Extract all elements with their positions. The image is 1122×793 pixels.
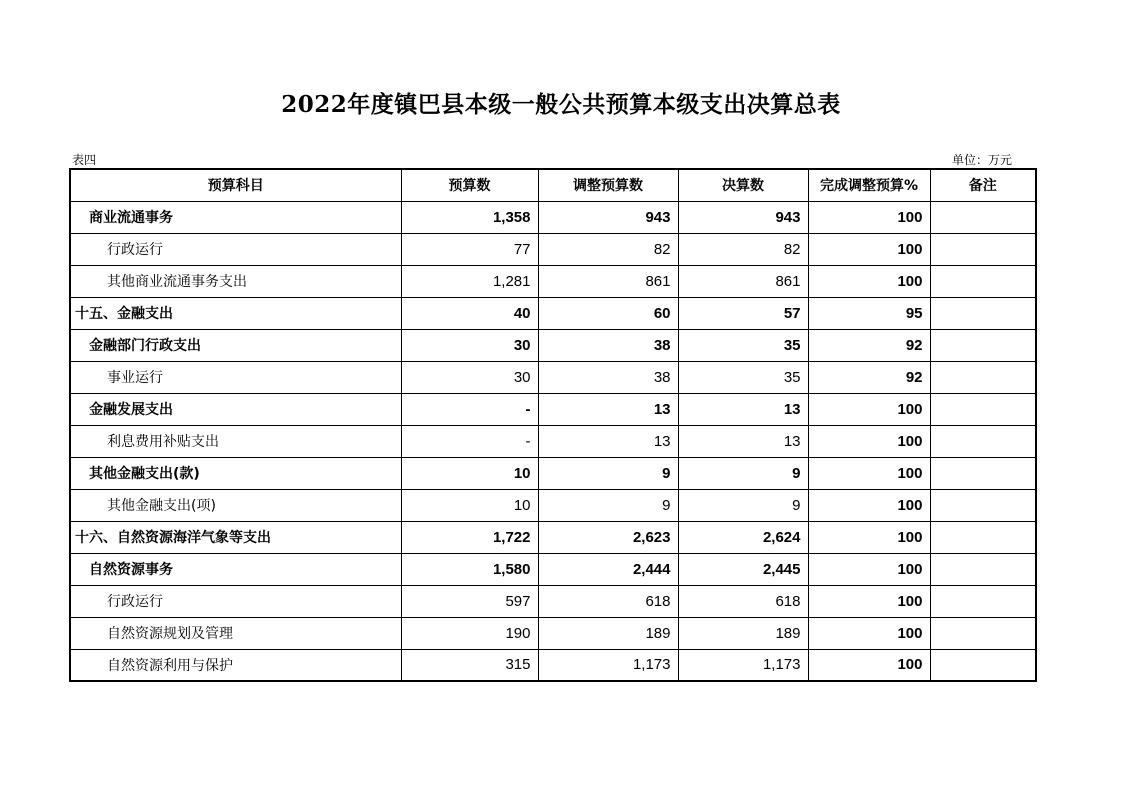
- cell-final-accounts: 35: [678, 329, 808, 361]
- table-number-label: 表四: [72, 153, 97, 167]
- cell-adjusted-budget: 9: [538, 489, 678, 521]
- cell-note: [930, 553, 1036, 585]
- cell-adjusted-budget: 9: [538, 457, 678, 489]
- cell-completion-rate: 100: [808, 201, 930, 233]
- cell-subject: 行政运行: [70, 233, 401, 265]
- table-row: [70, 521, 1036, 553]
- cell-subject: 自然资源利用与保护: [70, 649, 401, 681]
- cell-final-accounts: 943: [678, 201, 808, 233]
- cell-completion-rate: 100: [808, 585, 930, 617]
- cell-subject: 商业流通事务: [70, 201, 401, 233]
- cell-subject: 十五、金融支出: [70, 297, 401, 329]
- cell-subject: 自然资源规划及管理: [70, 617, 401, 649]
- cell-note: [930, 585, 1036, 617]
- cell-adjusted-budget: 13: [538, 393, 678, 425]
- cell-final-accounts: 35: [678, 361, 808, 393]
- cell-completion-rate: 100: [808, 521, 930, 553]
- cell-note: [930, 393, 1036, 425]
- cell-adjusted-budget: 1,173: [538, 649, 678, 681]
- cell-adjusted-budget: 13: [538, 425, 678, 457]
- cell-budget: -: [401, 425, 538, 457]
- cell-budget: 315: [401, 649, 538, 681]
- cell-note: [930, 489, 1036, 521]
- table-row: [70, 233, 1036, 265]
- cell-adjusted-budget: 2,623: [538, 521, 678, 553]
- cell-adjusted-budget: 2,444: [538, 553, 678, 585]
- table-body: [70, 201, 1036, 681]
- table-header-row: [70, 169, 1036, 201]
- table-row: [70, 265, 1036, 297]
- cell-budget: 10: [401, 457, 538, 489]
- cell-note: [930, 361, 1036, 393]
- cell-note: [930, 457, 1036, 489]
- header-completion-rate: 完成调整预算%: [808, 169, 930, 201]
- unit-label: 单位：万元: [951, 153, 1012, 167]
- cell-budget: 190: [401, 617, 538, 649]
- cell-adjusted-budget: 943: [538, 201, 678, 233]
- cell-note: [930, 297, 1036, 329]
- header-subject: 预算科目: [70, 169, 401, 201]
- table-row: [70, 553, 1036, 585]
- cell-completion-rate: 100: [808, 457, 930, 489]
- cell-adjusted-budget: 38: [538, 361, 678, 393]
- cell-budget: 1,580: [401, 553, 538, 585]
- cell-completion-rate: 95: [808, 297, 930, 329]
- cell-completion-rate: 100: [808, 393, 930, 425]
- cell-budget: 1,722: [401, 521, 538, 553]
- cell-note: [930, 233, 1036, 265]
- table-row: [70, 361, 1036, 393]
- cell-completion-rate: 100: [808, 489, 930, 521]
- cell-final-accounts: 1,173: [678, 649, 808, 681]
- cell-note: [930, 265, 1036, 297]
- header-budget: 预算数: [401, 169, 538, 201]
- table-row: [70, 393, 1036, 425]
- cell-subject: 事业运行: [70, 361, 401, 393]
- cell-completion-rate: 100: [808, 265, 930, 297]
- cell-adjusted-budget: 618: [538, 585, 678, 617]
- cell-note: [930, 329, 1036, 361]
- cell-subject: 其他金融支出(款): [70, 457, 401, 489]
- page-title: 2022年度镇巴县本级一般公共预算本级支出决算总表: [281, 91, 841, 118]
- cell-final-accounts: 82: [678, 233, 808, 265]
- cell-subject: 其他商业流通事务支出: [70, 265, 401, 297]
- table-row: [70, 617, 1036, 649]
- cell-budget: 1,358: [401, 201, 538, 233]
- cell-final-accounts: 2,624: [678, 521, 808, 553]
- cell-final-accounts: 618: [678, 585, 808, 617]
- header-adjusted-budget: 调整预算数: [538, 169, 678, 201]
- cell-completion-rate: 100: [808, 553, 930, 585]
- cell-budget: 30: [401, 361, 538, 393]
- cell-note: [930, 425, 1036, 457]
- cell-note: [930, 649, 1036, 681]
- table-row: [70, 297, 1036, 329]
- cell-adjusted-budget: 189: [538, 617, 678, 649]
- cell-note: [930, 521, 1036, 553]
- cell-budget: -: [401, 393, 538, 425]
- table-row: [70, 585, 1036, 617]
- cell-final-accounts: 861: [678, 265, 808, 297]
- cell-subject: 其他金融支出(项): [70, 489, 401, 521]
- table-row: [70, 201, 1036, 233]
- cell-adjusted-budget: 82: [538, 233, 678, 265]
- cell-subject: 金融发展支出: [70, 393, 401, 425]
- cell-budget: 30: [401, 329, 538, 361]
- cell-final-accounts: 9: [678, 457, 808, 489]
- table-row: [70, 425, 1036, 457]
- cell-budget: 597: [401, 585, 538, 617]
- cell-completion-rate: 92: [808, 329, 930, 361]
- cell-subject: 十六、自然资源海洋气象等支出: [70, 521, 401, 553]
- cell-final-accounts: 189: [678, 617, 808, 649]
- cell-budget: 1,281: [401, 265, 538, 297]
- cell-final-accounts: 13: [678, 425, 808, 457]
- cell-budget: 77: [401, 233, 538, 265]
- cell-adjusted-budget: 861: [538, 265, 678, 297]
- cell-completion-rate: 92: [808, 361, 930, 393]
- cell-completion-rate: 100: [808, 617, 930, 649]
- cell-note: [930, 201, 1036, 233]
- cell-note: [930, 617, 1036, 649]
- header-final-accounts: 决算数: [678, 169, 808, 201]
- cell-budget: 40: [401, 297, 538, 329]
- budget-table: [69, 168, 1037, 682]
- cell-final-accounts: 57: [678, 297, 808, 329]
- cell-adjusted-budget: 60: [538, 297, 678, 329]
- cell-subject: 金融部门行政支出: [70, 329, 401, 361]
- cell-budget: 10: [401, 489, 538, 521]
- table-row: [70, 329, 1036, 361]
- table-row: [70, 489, 1036, 521]
- cell-subject: 利息费用补贴支出: [70, 425, 401, 457]
- table-row: [70, 649, 1036, 681]
- cell-completion-rate: 100: [808, 649, 930, 681]
- cell-subject: 自然资源事务: [70, 553, 401, 585]
- cell-final-accounts: 9: [678, 489, 808, 521]
- header-note: 备注: [930, 169, 1036, 201]
- table-row: [70, 457, 1036, 489]
- cell-adjusted-budget: 38: [538, 329, 678, 361]
- cell-subject: 行政运行: [70, 585, 401, 617]
- cell-completion-rate: 100: [808, 425, 930, 457]
- cell-final-accounts: 13: [678, 393, 808, 425]
- cell-final-accounts: 2,445: [678, 553, 808, 585]
- cell-completion-rate: 100: [808, 233, 930, 265]
